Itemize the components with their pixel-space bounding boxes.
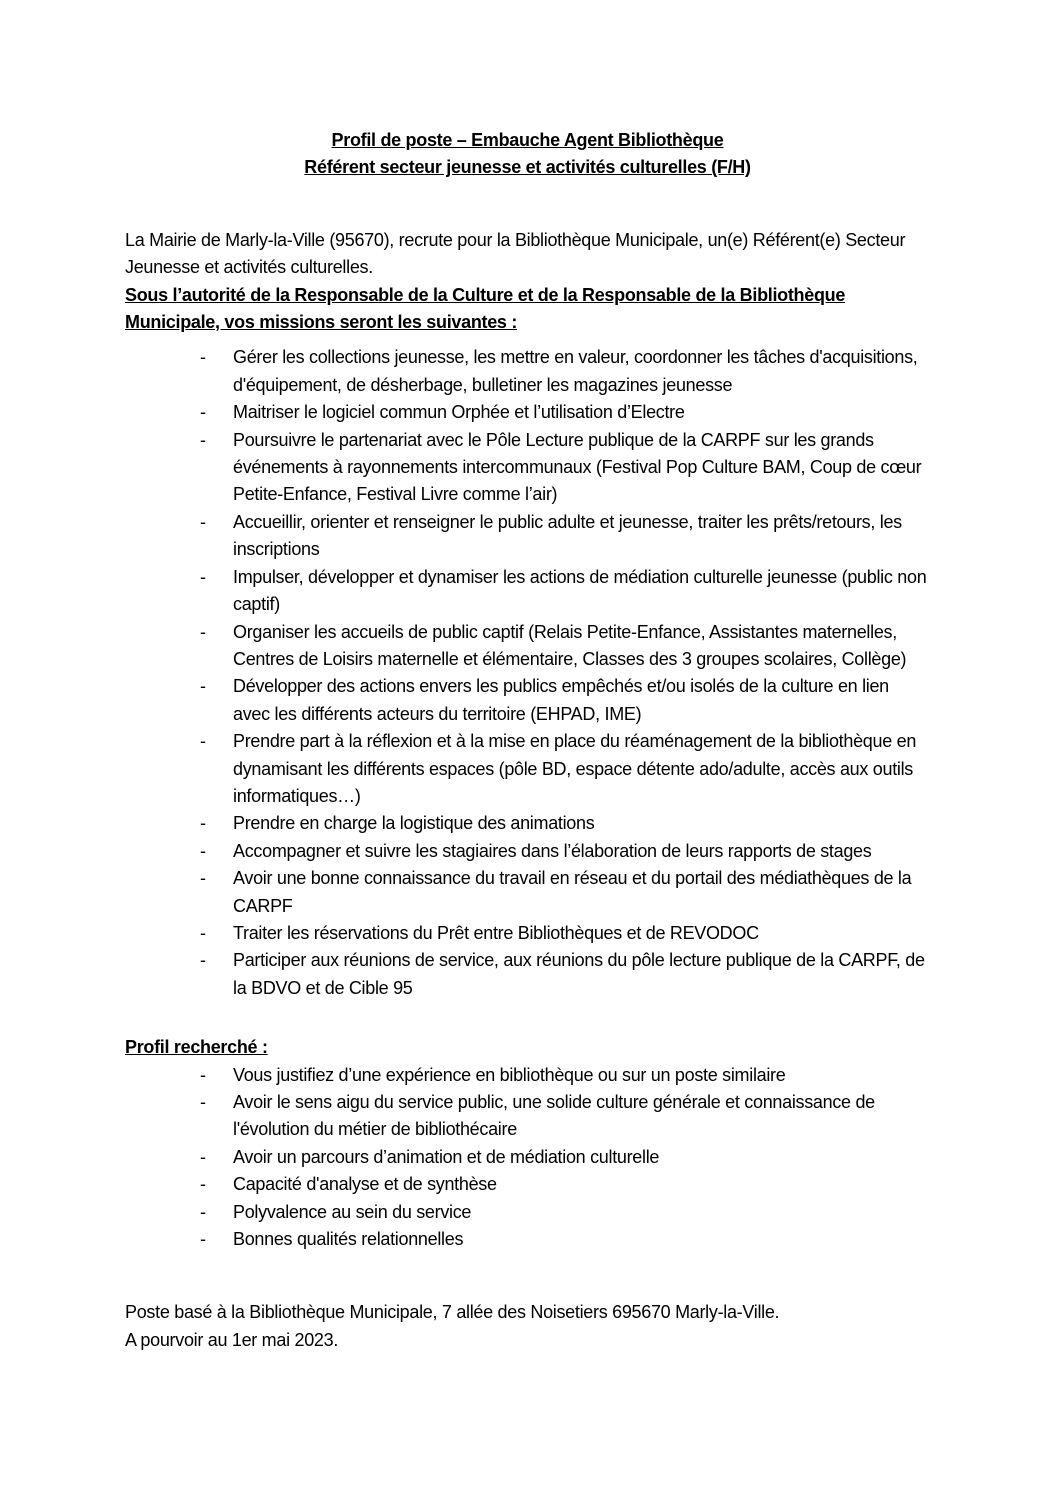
- mission-item-text: Accompagner et suivre les stagiaires dans l’élaboration de leurs rapports de stages: [233, 840, 872, 861]
- mission-item: [125, 427, 930, 509]
- bullet-dash: -: [200, 1229, 206, 1250]
- profile-item: [125, 1226, 930, 1253]
- bullet-dash: -: [200, 1092, 206, 1112]
- footer-line-1: Poste basé à la Bibliothèque Municipale, 7 allée des Noisetiers 695670 Marly-la-Ville.: [125, 1302, 780, 1323]
- mission-item: [125, 344, 930, 399]
- mission-item: [125, 673, 930, 728]
- profile-item: [125, 1144, 930, 1171]
- bullet-dash: -: [200, 347, 206, 368]
- profile-heading: Profil recherché :: [125, 1037, 268, 1058]
- profile-item-text: Polyvalence au sein du service: [233, 1201, 472, 1222]
- mission-item: [125, 509, 930, 564]
- mission-item-text: Traiter les réservations du Prêt entre Bibliothèques et de REVODOC: [233, 922, 759, 943]
- mission-item-text: Prendre en charge la logistique des animations: [233, 813, 595, 834]
- bullet-dash: -: [200, 1064, 206, 1085]
- missions-list: [125, 344, 930, 1002]
- bullet-dash: -: [200, 922, 206, 943]
- profile-list: [125, 1062, 930, 1254]
- mission-item: [125, 838, 930, 865]
- mission-item-text: Gérer les collections jeunesse, les mettre en valeur, coordonner les tâches d'acquisitions, d'équipement, de désherbage, bulletiner les magazines jeunesse: [233, 347, 918, 395]
- profile-item-text: Avoir le sens aigu du service public, une solide culture générale et connaissance de l'évolution du métier de bibliothécaire: [233, 1092, 875, 1140]
- mission-item-text: Accueillir, orienter et renseigner le public adulte et jeunesse, traiter les prêts/retours, les inscriptions: [233, 511, 902, 560]
- mission-item-text: Organiser les accueils de public captif (Relais Petite-Enfance, Assistantes maternelles, Centres de Loisirs maternelle et élémentaire, Classes des 3 groupes scolaires, Collège): [233, 621, 907, 669]
- mission-item-text: Maitriser le logiciel commun Orphée et l’utilisation d’Electre: [233, 402, 685, 423]
- mission-item-text: Développer des actions envers les publics empêchés et/ou isolés de la culture en lien avec les différents acteurs du territoire (EHPAD, IME): [233, 676, 889, 724]
- document-title-line-1: Profil de poste – Embauche Agent Bibliothèque: [331, 130, 724, 150]
- profile-item-text: Capacité d'analyse et de synthèse: [233, 1174, 497, 1195]
- mission-item: [125, 399, 930, 426]
- missions-heading: Sous l’autorité de la Responsable de la Culture et de la Responsable de la Bibliothèque Municipale, vos missions seront les suivantes :: [125, 284, 846, 333]
- mission-item-text: Impulser, développer et dynamiser les actions de médiation culturelle jeunesse (public non captif): [233, 566, 927, 615]
- profile-item: [125, 1089, 930, 1144]
- profile-item-text: Avoir un parcours d’animation et de médiation culturelle: [233, 1146, 660, 1167]
- bullet-dash: -: [200, 621, 206, 642]
- footer-line-2: A pourvoir au 1er mai 2023.: [125, 1329, 339, 1350]
- mission-item-text: Avoir une bonne connaissance du travail en réseau et du portail des médiathèques de la CARPF: [233, 868, 912, 916]
- bullet-dash: -: [200, 511, 206, 532]
- mission-item-text: Poursuivre le partenariat avec le Pôle Lecture publique de la CARPF sur les grands événements à rayonnements intercommunaux (Festival Pop Culture BAM, Coup de cœur Petite-Enfance, Festival Livre comme l’air): [233, 429, 922, 505]
- bullet-dash: -: [200, 676, 206, 697]
- bullet-dash: -: [200, 1146, 206, 1167]
- mission-item-text: Prendre part à la réflexion et à la mise en place du réaménagement de la bibliothèque en dynamisant les différents espaces (pôle BD, espace détente ado/adulte, accès aux outils informatiques…): [233, 731, 917, 806]
- mission-item: [125, 865, 930, 920]
- mission-item: [125, 920, 930, 947]
- document-title: [125, 127, 930, 182]
- footer: [125, 1299, 930, 1354]
- bullet-dash: -: [200, 429, 206, 450]
- profile-item: [125, 1171, 930, 1198]
- document-title-line-2: Référent secteur jeunesse et activités culturelles (F/H): [304, 157, 751, 178]
- profile-item-text: Bonnes qualités relationnelles: [233, 1229, 464, 1250]
- bullet-dash: -: [200, 840, 206, 861]
- profile-item: [125, 1199, 930, 1226]
- profile-item-text: Vous justifiez d’une expérience en bibliothèque ou sur un poste similaire: [233, 1064, 786, 1085]
- profile-item: [125, 1062, 930, 1089]
- bullet-dash: -: [200, 566, 206, 587]
- intro-paragraph: La Mairie de Marly-la-Ville (95670), recrute pour la Bibliothèque Municipale, un(e) Référent(e) Secteur Jeunesse et activités culturelles.: [125, 229, 906, 278]
- bullet-dash: -: [200, 1174, 206, 1195]
- bullet-dash: -: [200, 813, 206, 834]
- bullet-dash: -: [200, 868, 206, 889]
- bullet-dash: -: [200, 950, 206, 971]
- mission-item: [125, 728, 930, 810]
- bullet-dash: -: [200, 1201, 206, 1222]
- mission-item: [125, 947, 930, 1002]
- mission-item: [125, 619, 930, 674]
- mission-item-text: Participer aux réunions de service, aux réunions du pôle lecture publique de la CARPF, de la BDVO et de Cible 95: [233, 950, 925, 998]
- bullet-dash: -: [200, 402, 206, 423]
- mission-item: [125, 564, 930, 619]
- bullet-dash: -: [200, 731, 206, 752]
- mission-item: [125, 810, 930, 837]
